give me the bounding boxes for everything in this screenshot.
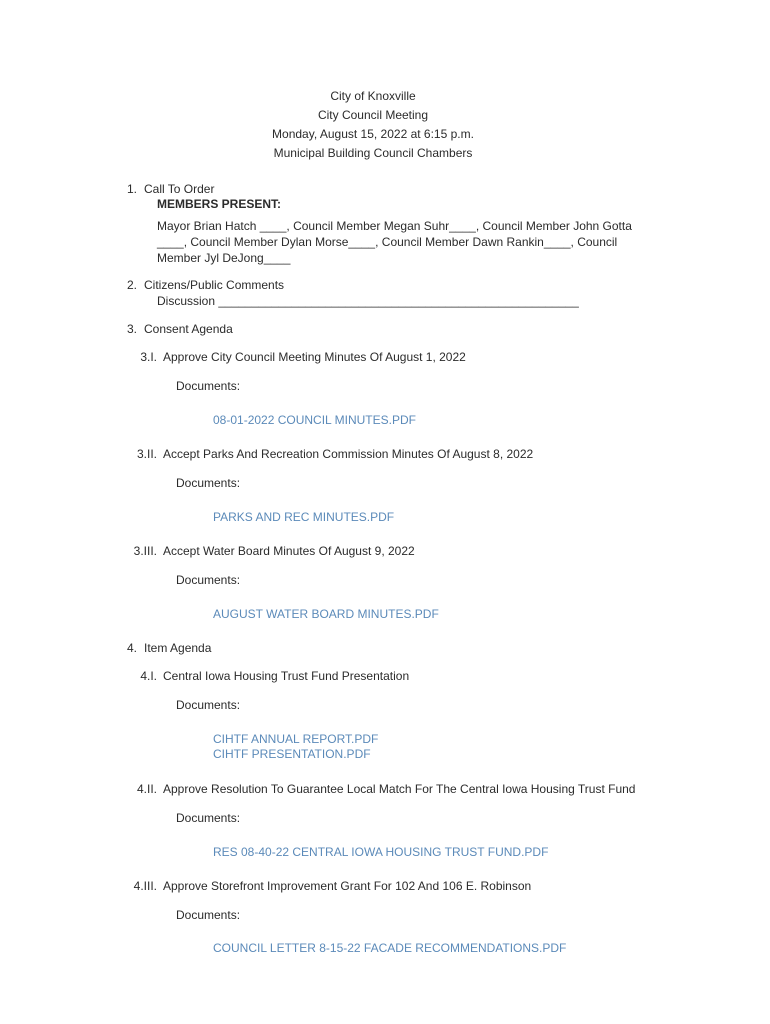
section-title-item-agenda: Item Agenda (144, 641, 212, 655)
document-link[interactable]: AUGUST WATER BOARD MINUTES.PDF (213, 607, 439, 621)
item-title: Approve Resolution To Guarantee Local Match For The Central Iowa Housing Trust Fund (163, 782, 636, 796)
meeting-title: City Council Meeting (317, 108, 429, 122)
item-title: Accept Parks And Recreation Commission Minutes Of August 8, 2022 (163, 447, 534, 461)
documents-label: Documents: (176, 573, 241, 587)
item-title: Central Iowa Housing Trust Fund Presentation (163, 669, 410, 683)
section-title-call-to-order: Call To Order (144, 182, 215, 196)
members-present-heading: MEMBERS PRESENT: (157, 197, 282, 211)
item-title: Accept Water Board Minutes Of August 9, 2022 (163, 544, 415, 558)
item-number: 4.I. (140, 669, 157, 683)
section-number: 2. (127, 278, 138, 292)
section-number: 1. (127, 182, 138, 196)
item-number: 3.I. (140, 350, 157, 364)
members-line: Member Jyl DeJong____ (157, 251, 291, 265)
item-title: Approve City Council Meeting Minutes Of August 1, 2022 (163, 350, 466, 364)
meeting-datetime: Monday, August 15, 2022 at 6:15 p.m. (272, 127, 474, 141)
item-title: Approve Storefront Improvement Grant For 102 And 106 E. Robinson (163, 879, 532, 893)
item-number: 4.II. (136, 782, 157, 796)
section-title-citizens: Citizens/Public Comments (144, 278, 285, 292)
item-number: 4.III. (133, 879, 157, 893)
item-number: 3.II. (136, 447, 157, 461)
members-line: Mayor Brian Hatch ____, Council Member Megan Suhr____, Council Member John Gotta (157, 219, 632, 233)
documents-label: Documents: (176, 811, 241, 825)
documents-label: Documents: (176, 908, 241, 922)
city-name: City of Knoxville (330, 89, 416, 103)
documents-label: Documents: (176, 379, 241, 393)
members-line: ____, Council Member Dylan Morse____, Council Member Dawn Rankin____, Council (157, 235, 618, 249)
section-title-consent-agenda: Consent Agenda (144, 322, 233, 336)
documents-label: Documents: (176, 698, 241, 712)
item-number: 3.III. (133, 544, 157, 558)
document-link[interactable]: 08-01-2022 COUNCIL MINUTES.PDF (213, 413, 416, 427)
document-link[interactable]: RES 08-40-22 CENTRAL IOWA HOUSING TRUST FUND.PDF (213, 845, 549, 859)
document-link[interactable]: PARKS AND REC MINUTES.PDF (213, 510, 395, 524)
section-number: 4. (127, 641, 138, 655)
document-link[interactable]: COUNCIL LETTER 8-15-22 FACADE RECOMMENDATIONS.PDF (213, 941, 567, 955)
section-number: 3. (127, 322, 138, 336)
document-link[interactable]: CIHTF PRESENTATION.PDF (213, 747, 371, 761)
meeting-location: Municipal Building Council Chambers (273, 146, 473, 160)
discussion-line: Discussion ______________________________________________________ (157, 294, 579, 308)
documents-label: Documents: (176, 476, 241, 490)
document-link[interactable]: CIHTF ANNUAL REPORT.PDF (213, 732, 379, 746)
